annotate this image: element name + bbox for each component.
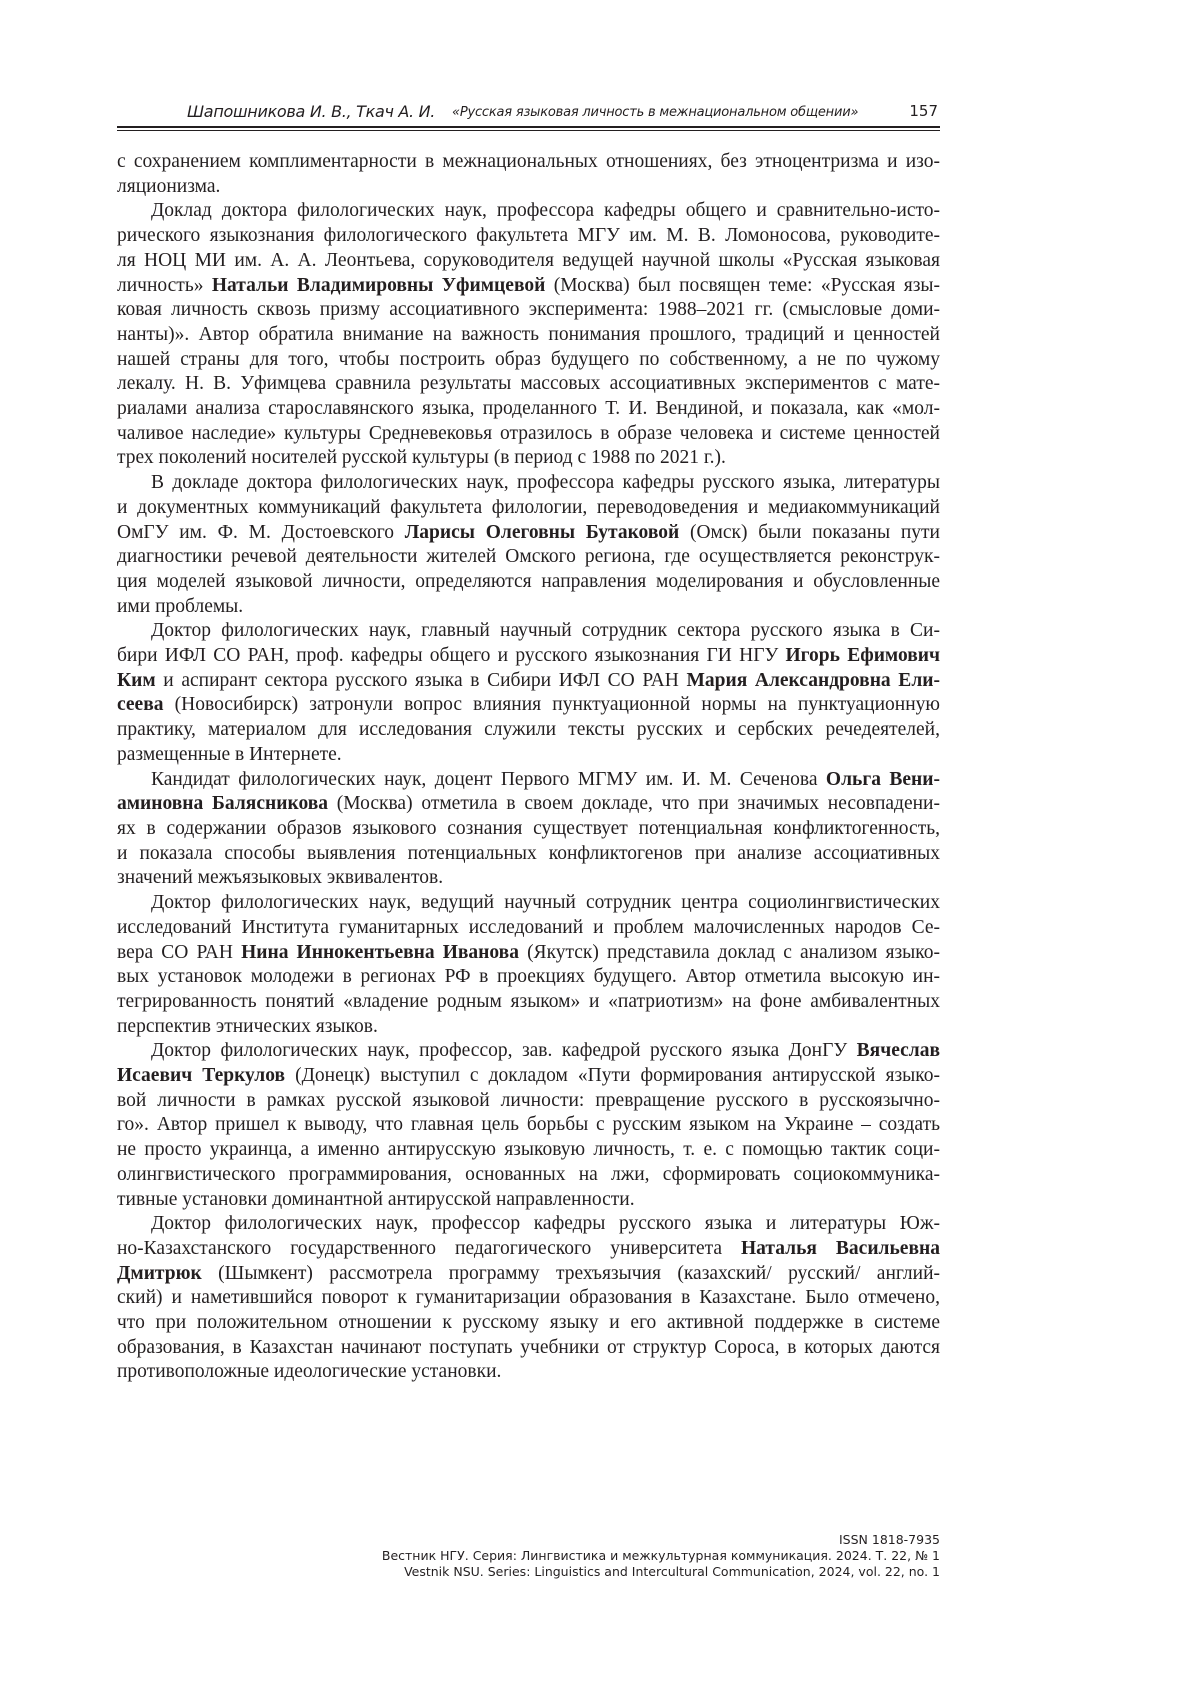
text-line — [117, 792, 940, 817]
person-name: Натальи Владимировны Уфимцевой — [212, 275, 545, 296]
text-line — [117, 1113, 940, 1138]
text-line — [117, 965, 940, 990]
text-line — [117, 298, 940, 323]
text-run: личность» — [117, 275, 212, 296]
text-line — [117, 1015, 940, 1040]
person-name: Вячеслав — [857, 1040, 940, 1061]
footer-issn: ISSN 1818-7935 — [382, 1532, 940, 1548]
text-run: (Новосибирск) затронули вопрос влияния пунктуационной нормы на пунктуационную — [163, 694, 940, 715]
text-line — [117, 619, 940, 644]
footer-journal-en: Vestnik NSU. Series: Linguistics and Intercultural Communication, 2024, vol. 22, no. 1 — [382, 1564, 940, 1580]
text-run: бири ИФЛ СО РАН, проф. кафедры общего и русского языкознания ГИ НГУ — [117, 645, 786, 666]
text-line — [117, 990, 940, 1015]
text-line — [117, 249, 940, 274]
text-line — [117, 471, 940, 496]
text-line — [117, 1064, 940, 1089]
text-line — [117, 718, 940, 743]
text-run: что при положительном отношении к русскому языку и его активной поддержке в системе — [117, 1312, 940, 1333]
text-run: ях в содержании образов языкового сознания существует потенциальная конфликтогенность, — [117, 818, 940, 839]
text-run: (Якутск) представила доклад с анализом языко- — [519, 942, 940, 963]
text-line — [117, 941, 940, 966]
text-line — [117, 916, 940, 941]
text-run: трех поколений носителей русской культуры (в период с 1988 по 2021 г.). — [117, 447, 726, 468]
text-run: Доктор филологических наук, главный научный сотрудник сектора русского языка в Си- — [151, 620, 940, 641]
person-name: Ким — [117, 670, 156, 691]
paragraph — [117, 891, 940, 1039]
text-line — [117, 150, 940, 175]
paragraph — [117, 619, 940, 767]
header-rule-thick — [117, 126, 940, 128]
text-run: ля НОЦ МИ им. А. А. Леонтьева, соруководителя ведущей научной школы «Русская языковая — [117, 250, 940, 271]
text-run: размещенные в Интернете. — [117, 744, 342, 765]
running-header — [117, 100, 940, 124]
text-run: (Омск) были показаны пути — [679, 522, 940, 543]
text-run: с сохранением комплиментарности в межнациональных отношениях, без этноцентризма и изо- — [117, 151, 940, 172]
header-article-title: «Русская языковая личность в межнациональном общении» — [452, 105, 858, 120]
paragraph — [117, 199, 940, 471]
text-run: тивные установки доминантной антирусской направленности. — [117, 1189, 635, 1210]
text-line — [117, 817, 940, 842]
text-run: образования, в Казахстан начинают поступать учебники от структур Сороса, в которых даются — [117, 1337, 940, 1358]
text-line — [117, 545, 940, 570]
text-run: В докладе доктора филологических наук, профессора кафедры русского языка, литературы — [151, 472, 940, 493]
text-line — [117, 348, 940, 373]
text-run: рического языкознания филологического факультета МГУ им. М. В. Ломоносова, руководите- — [117, 225, 940, 246]
text-run: (Шымкент) рассмотрела программу трехъязычия (казахский/ русский/ англий- — [202, 1263, 940, 1284]
text-run: исследований Института гуманитарных исследований и проблем малочисленных народов Се- — [117, 917, 940, 938]
text-run: Доктор филологических наук, профессор, зав. кафедрой русского языка ДонГУ — [151, 1040, 857, 1061]
text-run: противоположные идеологические установки. — [117, 1361, 501, 1382]
text-run: практику, материалом для исследования служили тексты русских и сербских речедеятелей, — [117, 719, 940, 740]
text-line — [117, 1212, 940, 1237]
header-rule-thin — [117, 130, 940, 131]
text-run: и аспирант сектора русского языка в Сибири ИФЛ СО РАН — [156, 670, 687, 691]
person-name: сеева — [117, 694, 163, 715]
text-line — [117, 842, 940, 867]
text-run: (Москва) был посвящен теме: «Русская язы- — [545, 275, 940, 296]
text-run: перспектив этнических языков. — [117, 1016, 378, 1037]
text-run: нашей страны для того, чтобы построить образ будущего по собственному, а не по чужому — [117, 349, 940, 370]
text-run: вых установок молодежи в регионах РФ в проекциях будущего. Автор отметила высокую ин- — [117, 966, 940, 987]
text-run: Доклад доктора филологических наук, профессора кафедры общего и сравнительно-исто- — [151, 200, 940, 221]
text-line — [117, 446, 940, 471]
text-run: и документных коммуникаций факультета филологии, переводоведения и медиакоммуникаций — [117, 497, 940, 518]
text-line — [117, 595, 940, 620]
page-number: 157 — [909, 102, 938, 120]
text-run: диагностики речевой деятельности жителей Омского региона, где осуществляется реконструк- — [117, 546, 940, 567]
paragraph — [117, 768, 940, 892]
text-run: олингвистического программирования, основанных на лжи, сформировать социокоммуника- — [117, 1164, 940, 1185]
text-line — [117, 768, 940, 793]
text-run: значений межъязыковых эквивалентов. — [117, 867, 443, 888]
paragraph — [117, 471, 940, 619]
text-run: чаливое наследие» культуры Средневековья отразилось в образе человека и системе ценностей — [117, 423, 940, 444]
text-line — [117, 175, 940, 200]
footer-journal-ru: Вестник НГУ. Серия: Лингвистика и межкультурная коммуникация. 2024. Т. 22, № 1 — [382, 1548, 940, 1564]
header-authors: Шапошникова И. В., Ткач А. И. — [187, 102, 435, 121]
person-name: Наталья Васильевна — [741, 1238, 940, 1259]
text-line — [117, 1188, 940, 1213]
text-run: ими проблемы. — [117, 596, 243, 617]
text-line — [117, 521, 940, 546]
text-run: и показала способы выявления потенциальных конфликтогенов при анализе ассоциативных — [117, 843, 940, 864]
text-line — [117, 1163, 940, 1188]
person-name: Нина Иннокентьевна Иванова — [241, 942, 519, 963]
text-run: лекалу. Н. В. Уфимцева сравнила результаты массовых ассоциативных экспериментов с мате- — [117, 373, 940, 394]
text-run: Доктор филологических наук, профессор кафедры русского языка и литературы Юж- — [151, 1213, 940, 1234]
text-line — [117, 1039, 940, 1064]
text-line — [117, 669, 940, 694]
text-run: го». Автор пришел к выводу, что главная цель борьбы с русским языком на Украине – создать — [117, 1114, 940, 1135]
text-line — [117, 1311, 940, 1336]
text-run: Доктор филологических наук, ведущий научный сотрудник центра социолингвистических — [151, 892, 940, 913]
text-run: ковая личность сквозь призму ассоциативного эксперимента: 1988–2021 гг. (смысловые доми- — [117, 299, 940, 320]
text-line — [117, 496, 940, 521]
text-line — [117, 1360, 940, 1385]
person-name: Исаевич Теркулов — [117, 1065, 285, 1086]
text-run: ция моделей языковой личности, определяются направления моделирования и обусловленные — [117, 571, 940, 592]
text-line — [117, 274, 940, 299]
text-run: (Донецк) выступил с докладом «Пути формирования антирусской языко- — [285, 1065, 940, 1086]
person-name: Мария Александровна Ели- — [686, 670, 940, 691]
paragraph — [117, 150, 940, 199]
text-run: риалами анализа старославянского языка, проделанного Т. И. Вендиной, и показала, как «мол- — [117, 398, 940, 419]
text-run: но-Казахстанского государственного педагогического университета — [117, 1238, 741, 1259]
person-name: Дмитрюк — [117, 1263, 202, 1284]
text-line — [117, 570, 940, 595]
text-line — [117, 1286, 940, 1311]
text-run: тегрированность понятий «владение родным языком» и «патриотизм» на фоне амбивалентных — [117, 991, 940, 1012]
text-line — [117, 1089, 940, 1114]
text-run: вера СО РАН — [117, 942, 241, 963]
paragraph — [117, 1212, 940, 1385]
text-line — [117, 397, 940, 422]
text-run: Кандидат филологических наук, доцент Первого МГМУ им. И. М. Сеченова — [151, 769, 826, 790]
text-line — [117, 1336, 940, 1361]
text-line — [117, 743, 940, 768]
text-line — [117, 644, 940, 669]
journal-footer — [382, 1532, 940, 1580]
text-line — [117, 891, 940, 916]
article-body — [117, 150, 940, 1385]
text-line — [117, 693, 940, 718]
text-run: нанты)». Автор обратила внимание на важность понимания прошлого, традиций и ценностей — [117, 324, 940, 345]
text-run: (Москва) отметила в своем докладе, что при значимых несовпадени- — [328, 793, 940, 814]
text-line — [117, 1138, 940, 1163]
text-run: ОмГУ им. Ф. М. Достоевского — [117, 522, 405, 543]
text-line — [117, 1237, 940, 1262]
text-line — [117, 224, 940, 249]
text-line — [117, 372, 940, 397]
paragraph — [117, 1039, 940, 1212]
text-run: ский) и наметившийся поворот к гуманитаризации образования в Казахстане. Было отмечено, — [117, 1287, 940, 1308]
person-name: аминовна Балясникова — [117, 793, 328, 814]
person-name: Ларисы Олеговны Бутаковой — [405, 522, 679, 543]
text-line — [117, 323, 940, 348]
text-line — [117, 422, 940, 447]
text-line — [117, 866, 940, 891]
person-name: Ольга Вени- — [826, 769, 940, 790]
text-line — [117, 199, 940, 224]
text-run: вой личности в рамках русской языковой личности: превращение русского в русскоязычно- — [117, 1090, 940, 1111]
text-line — [117, 1262, 940, 1287]
text-run: не просто украинца, а именно антирусскую языковую личность, т. е. с помощью тактик соци- — [117, 1139, 940, 1160]
text-run: ляционизма. — [117, 176, 220, 197]
person-name: Игорь Ефимович — [786, 645, 940, 666]
